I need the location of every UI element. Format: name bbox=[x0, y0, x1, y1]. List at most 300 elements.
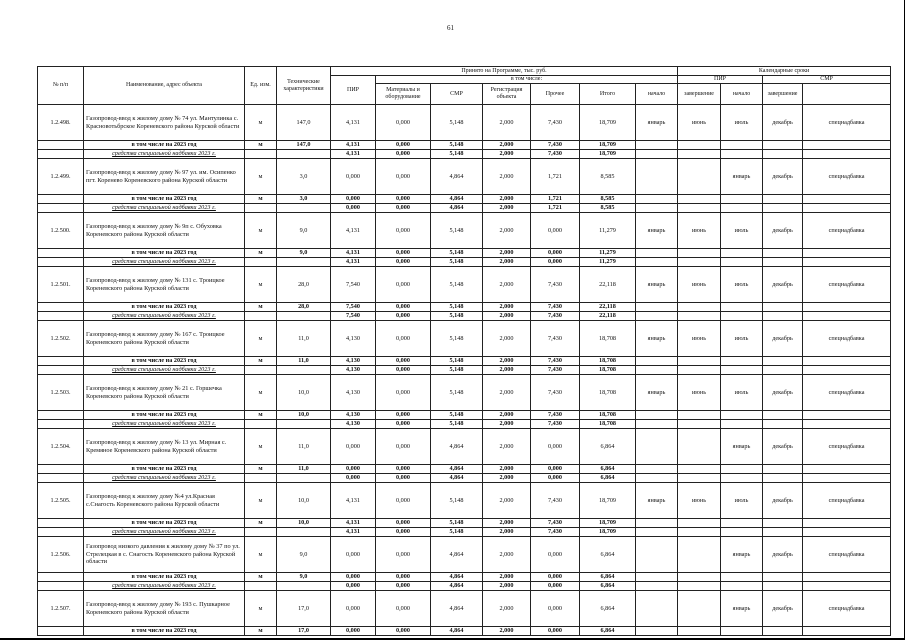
row-num: 1.2.503. bbox=[38, 375, 84, 411]
row-other: 7,430 bbox=[531, 105, 580, 141]
source-empty bbox=[245, 312, 277, 321]
table-row bbox=[38, 105, 891, 141]
subtotal-row bbox=[38, 465, 891, 474]
subtotal-spacer bbox=[38, 411, 84, 420]
subtotal-label: в том числе на 2023 год bbox=[84, 411, 245, 420]
subtotal-empty bbox=[678, 573, 721, 582]
subtotal-reg: 2,000 bbox=[483, 519, 531, 528]
row-other: 0,000 bbox=[531, 429, 580, 465]
source-smr: 5,148 bbox=[431, 312, 483, 321]
subtotal-spacer bbox=[38, 249, 84, 258]
row-end-smr: декабрь bbox=[763, 483, 803, 519]
subtotal-mat: 0,000 bbox=[376, 141, 431, 150]
subtotal-empty bbox=[678, 627, 721, 636]
source-row bbox=[38, 366, 891, 375]
row-pir: 4,130 bbox=[331, 375, 376, 411]
row-total: 18,708 bbox=[580, 375, 636, 411]
subtotal-empty bbox=[803, 195, 891, 204]
subtotal-empty bbox=[763, 141, 803, 150]
subtotal-smr: 4,864 bbox=[431, 465, 483, 474]
row-start-pir: январь bbox=[636, 321, 678, 357]
row-financing: спецнадбавка bbox=[803, 213, 891, 249]
subtotal-empty bbox=[803, 627, 891, 636]
source-label: средства специальной надбавки 2023 г. bbox=[84, 366, 245, 375]
subtotal-row bbox=[38, 303, 891, 312]
source-spacer bbox=[38, 150, 84, 159]
source-mat: 0,000 bbox=[376, 204, 431, 213]
header-reg: Регистрация объекта bbox=[483, 84, 531, 105]
row-reg: 2,000 bbox=[483, 429, 531, 465]
header-materials: Материалы и оборудование bbox=[376, 84, 431, 105]
subtotal-reg: 2,000 bbox=[483, 303, 531, 312]
source-empty bbox=[277, 528, 331, 537]
source-empty bbox=[245, 474, 277, 483]
subtotal-mat: 0,000 bbox=[376, 519, 431, 528]
source-total: 18,709 bbox=[580, 528, 636, 537]
source-empty bbox=[763, 528, 803, 537]
subtotal-reg: 2,000 bbox=[483, 411, 531, 420]
subtotal-empty bbox=[803, 249, 891, 258]
subtotal-unit: м bbox=[245, 519, 277, 528]
row-materials: 0,000 bbox=[376, 429, 431, 465]
subtotal-empty bbox=[803, 573, 891, 582]
source-other: 0,000 bbox=[531, 582, 580, 591]
source-pir: 4,131 bbox=[331, 258, 376, 267]
subtotal-reg: 2,000 bbox=[483, 249, 531, 258]
row-total: 18,709 bbox=[580, 483, 636, 519]
header-total: Итого bbox=[580, 84, 636, 105]
subtotal-label: в том числе на 2023 год bbox=[84, 627, 245, 636]
subtotal-empty bbox=[636, 465, 678, 474]
row-tech: 11,0 bbox=[277, 429, 331, 465]
subtotal-mat: 0,000 bbox=[376, 465, 431, 474]
source-total: 18,708 bbox=[580, 366, 636, 375]
row-start-smr: январь bbox=[721, 159, 763, 195]
row-tech: 17,0 bbox=[277, 591, 331, 627]
subtotal-label: в том числе на 2023 год bbox=[84, 195, 245, 204]
header-program: Принято на Программе, тыс. руб. bbox=[331, 67, 678, 76]
source-empty bbox=[803, 420, 891, 429]
source-pir: 4,131 bbox=[331, 528, 376, 537]
table-row bbox=[38, 267, 891, 303]
subtotal-empty bbox=[763, 519, 803, 528]
source-empty bbox=[245, 420, 277, 429]
row-reg: 2,000 bbox=[483, 213, 531, 249]
row-end-pir bbox=[678, 591, 721, 627]
source-smr: 4,864 bbox=[431, 204, 483, 213]
subtotal-unit: м bbox=[245, 411, 277, 420]
row-materials: 0,000 bbox=[376, 213, 431, 249]
subtotal-reg: 2,000 bbox=[483, 627, 531, 636]
source-empty bbox=[803, 474, 891, 483]
source-empty bbox=[803, 204, 891, 213]
row-other: 7,430 bbox=[531, 375, 580, 411]
row-end-smr: декабрь bbox=[763, 375, 803, 411]
source-spacer bbox=[38, 258, 84, 267]
subtotal-tech: 9,0 bbox=[277, 249, 331, 258]
subtotal-smr: 5,148 bbox=[431, 411, 483, 420]
source-empty bbox=[763, 582, 803, 591]
source-empty bbox=[721, 474, 763, 483]
source-mat: 0,000 bbox=[376, 150, 431, 159]
source-reg: 2,000 bbox=[483, 528, 531, 537]
source-other: 7,430 bbox=[531, 420, 580, 429]
row-start-smr: январь bbox=[721, 591, 763, 627]
row-materials: 0,000 bbox=[376, 321, 431, 357]
source-other: 7,430 bbox=[531, 366, 580, 375]
subtotal-pir: 7,540 bbox=[331, 303, 376, 312]
subtotal-other: 0,000 bbox=[531, 465, 580, 474]
subtotal-row bbox=[38, 357, 891, 366]
source-other: 7,430 bbox=[531, 150, 580, 159]
source-mat: 0,000 bbox=[376, 528, 431, 537]
row-unit: м bbox=[245, 159, 277, 195]
row-start-smr: июль bbox=[721, 267, 763, 303]
table-row bbox=[38, 591, 891, 627]
subtotal-smr: 5,148 bbox=[431, 249, 483, 258]
row-reg: 2,000 bbox=[483, 591, 531, 627]
row-reg: 2,000 bbox=[483, 159, 531, 195]
source-other: 0,000 bbox=[531, 258, 580, 267]
subtotal-mat: 0,000 bbox=[376, 627, 431, 636]
source-empty bbox=[678, 582, 721, 591]
table-row bbox=[38, 537, 891, 573]
subtotal-spacer bbox=[38, 519, 84, 528]
source-empty bbox=[678, 258, 721, 267]
row-smr: 4,864 bbox=[431, 537, 483, 573]
row-start-pir bbox=[636, 537, 678, 573]
source-total: 11,279 bbox=[580, 258, 636, 267]
row-name: Газопровод-ввод к жилому дому № 74 ул. Мантулинка с. Красновотьбрское Кореневского района Курской области bbox=[84, 105, 245, 141]
row-start-pir: январь bbox=[636, 483, 678, 519]
subtotal-other: 0,000 bbox=[531, 627, 580, 636]
source-empty bbox=[678, 204, 721, 213]
subtotal-empty bbox=[803, 411, 891, 420]
subtotal-other: 7,430 bbox=[531, 357, 580, 366]
row-smr: 5,148 bbox=[431, 321, 483, 357]
source-empty bbox=[678, 420, 721, 429]
source-empty bbox=[678, 474, 721, 483]
source-empty bbox=[803, 150, 891, 159]
row-name: Газопровод-ввод к жилому дому № 131 с. Троицкое Кореневского района Курской области bbox=[84, 267, 245, 303]
source-empty bbox=[678, 366, 721, 375]
row-materials: 0,000 bbox=[376, 591, 431, 627]
row-pir: 0,000 bbox=[331, 159, 376, 195]
subtotal-tech: 28,0 bbox=[277, 303, 331, 312]
row-tech: 3,0 bbox=[277, 159, 331, 195]
source-empty bbox=[763, 204, 803, 213]
source-label: средства специальной надбавки 2023 г. bbox=[84, 150, 245, 159]
subtotal-other: 0,000 bbox=[531, 573, 580, 582]
subtotal-empty bbox=[803, 465, 891, 474]
source-pir: 7,540 bbox=[331, 312, 376, 321]
source-mat: 0,000 bbox=[376, 474, 431, 483]
source-empty bbox=[763, 150, 803, 159]
source-empty bbox=[636, 312, 678, 321]
row-unit: м bbox=[245, 105, 277, 141]
row-total: 11,279 bbox=[580, 213, 636, 249]
source-smr: 5,148 bbox=[431, 420, 483, 429]
row-name: Газопровод-ввод к жилому дому № 21 с. Горшечка Кореневского района Курской области bbox=[84, 375, 245, 411]
subtotal-other: 7,430 bbox=[531, 519, 580, 528]
row-start-smr: январь bbox=[721, 429, 763, 465]
subtotal-empty bbox=[636, 519, 678, 528]
header-unit: Ед. изм. bbox=[245, 67, 277, 105]
row-tech: 11,0 bbox=[277, 321, 331, 357]
source-empty bbox=[245, 150, 277, 159]
source-reg: 2,000 bbox=[483, 258, 531, 267]
source-empty bbox=[245, 366, 277, 375]
subtotal-unit: м bbox=[245, 357, 277, 366]
subtotal-empty bbox=[721, 303, 763, 312]
source-row bbox=[38, 582, 891, 591]
row-start-smr: июль bbox=[721, 375, 763, 411]
subtotal-unit: м bbox=[245, 573, 277, 582]
subtotal-empty bbox=[803, 141, 891, 150]
subtotal-pir: 0,000 bbox=[331, 573, 376, 582]
row-financing: спецнадбавка bbox=[803, 483, 891, 519]
row-other: 0,000 bbox=[531, 537, 580, 573]
source-label: средства специальной надбавки 2023 г. bbox=[84, 420, 245, 429]
row-financing: спецнадбавка bbox=[803, 591, 891, 627]
row-tech: 28,0 bbox=[277, 267, 331, 303]
source-empty bbox=[678, 528, 721, 537]
source-total: 6,864 bbox=[580, 582, 636, 591]
table-row bbox=[38, 429, 891, 465]
subtotal-unit: м bbox=[245, 303, 277, 312]
row-end-smr: декабрь bbox=[763, 213, 803, 249]
row-num: 1.2.504. bbox=[38, 429, 84, 465]
subtotal-label: в том числе на 2023 год bbox=[84, 573, 245, 582]
source-reg: 2,000 bbox=[483, 312, 531, 321]
source-empty bbox=[763, 312, 803, 321]
subtotal-pir: 4,130 bbox=[331, 411, 376, 420]
subtotal-empty bbox=[721, 573, 763, 582]
source-empty bbox=[277, 474, 331, 483]
row-end-smr: декабрь bbox=[763, 537, 803, 573]
row-unit: м bbox=[245, 321, 277, 357]
subtotal-empty bbox=[678, 465, 721, 474]
source-other: 0,000 bbox=[531, 474, 580, 483]
row-reg: 2,000 bbox=[483, 375, 531, 411]
source-empty bbox=[245, 204, 277, 213]
subtotal-tech: 10,0 bbox=[277, 411, 331, 420]
source-other: 7,430 bbox=[531, 528, 580, 537]
source-reg: 2,000 bbox=[483, 366, 531, 375]
header-name: Наименование, адрес объекта bbox=[84, 67, 245, 105]
row-unit: м bbox=[245, 213, 277, 249]
subtotal-empty bbox=[678, 141, 721, 150]
source-spacer bbox=[38, 204, 84, 213]
subtotal-smr: 5,148 bbox=[431, 357, 483, 366]
row-start-smr: июль bbox=[721, 483, 763, 519]
source-empty bbox=[678, 150, 721, 159]
subtotal-unit: м bbox=[245, 195, 277, 204]
header-other: Прочее bbox=[531, 84, 580, 105]
row-financing: спецнадбавка bbox=[803, 429, 891, 465]
subtotal-reg: 2,000 bbox=[483, 357, 531, 366]
subtotal-row bbox=[38, 141, 891, 150]
source-spacer bbox=[38, 582, 84, 591]
subtotal-mat: 0,000 bbox=[376, 411, 431, 420]
source-reg: 2,000 bbox=[483, 582, 531, 591]
subtotal-spacer bbox=[38, 357, 84, 366]
row-smr: 5,148 bbox=[431, 213, 483, 249]
subtotal-empty bbox=[721, 411, 763, 420]
row-tech: 9,0 bbox=[277, 213, 331, 249]
row-name: Газопровод-ввод к жилому дому № 9п с. Обуховка Кореневского района Курской области bbox=[84, 213, 245, 249]
subtotal-empty bbox=[636, 195, 678, 204]
row-end-smr: декабрь bbox=[763, 429, 803, 465]
source-empty bbox=[277, 366, 331, 375]
subtotal-tech: 3,0 bbox=[277, 195, 331, 204]
row-start-pir: январь bbox=[636, 105, 678, 141]
source-empty bbox=[636, 204, 678, 213]
source-label: средства специальной надбавки 2023 г. bbox=[84, 258, 245, 267]
row-smr: 5,148 bbox=[431, 375, 483, 411]
subtotal-mat: 0,000 bbox=[376, 357, 431, 366]
subtotal-empty bbox=[763, 357, 803, 366]
source-empty bbox=[763, 366, 803, 375]
row-pir: 7,540 bbox=[331, 267, 376, 303]
row-total: 8,585 bbox=[580, 159, 636, 195]
source-reg: 2,000 bbox=[483, 474, 531, 483]
subtotal-unit: м bbox=[245, 627, 277, 636]
source-empty bbox=[636, 582, 678, 591]
subtotal-other: 7,430 bbox=[531, 303, 580, 312]
source-row bbox=[38, 420, 891, 429]
subtotal-unit: м bbox=[245, 465, 277, 474]
row-total: 6,864 bbox=[580, 591, 636, 627]
subtotal-total: 6,864 bbox=[580, 627, 636, 636]
row-name: Газопровод низкого давления к жилому дому № 37 по ул. Стрелецкая в с. Снагость Кореневского района Курской области bbox=[84, 537, 245, 573]
row-start-smr: июль bbox=[721, 321, 763, 357]
row-tech: 10,0 bbox=[277, 483, 331, 519]
row-pir: 4,131 bbox=[331, 105, 376, 141]
source-pir: 0,000 bbox=[331, 204, 376, 213]
subtotal-total: 8,585 bbox=[580, 195, 636, 204]
row-total: 18,709 bbox=[580, 105, 636, 141]
subtotal-empty bbox=[763, 195, 803, 204]
row-end-smr: декабрь bbox=[763, 105, 803, 141]
source-empty bbox=[803, 258, 891, 267]
row-start-pir: январь bbox=[636, 267, 678, 303]
row-smr: 5,148 bbox=[431, 483, 483, 519]
row-num: 1.2.499. bbox=[38, 159, 84, 195]
row-pir: 4,130 bbox=[331, 321, 376, 357]
source-row bbox=[38, 312, 891, 321]
source-empty bbox=[678, 312, 721, 321]
source-label: средства специальной надбавки 2023 г. bbox=[84, 204, 245, 213]
subtotal-empty bbox=[636, 411, 678, 420]
source-mat: 0,000 bbox=[376, 366, 431, 375]
source-smr: 5,148 bbox=[431, 366, 483, 375]
subtotal-row bbox=[38, 195, 891, 204]
row-other: 0,000 bbox=[531, 213, 580, 249]
subtotal-smr: 4,864 bbox=[431, 573, 483, 582]
row-total: 22,118 bbox=[580, 267, 636, 303]
subtotal-empty bbox=[636, 249, 678, 258]
row-materials: 0,000 bbox=[376, 537, 431, 573]
source-pir: 0,000 bbox=[331, 582, 376, 591]
header-tech: Технические характеристики bbox=[277, 67, 331, 105]
subtotal-tech: 11,0 bbox=[277, 357, 331, 366]
subtotal-label: в том числе на 2023 год bbox=[84, 357, 245, 366]
row-other: 0,000 bbox=[531, 591, 580, 627]
row-end-pir: июнь bbox=[678, 267, 721, 303]
subtotal-mat: 0,000 bbox=[376, 303, 431, 312]
row-num: 1.2.498. bbox=[38, 105, 84, 141]
row-name: Газопровод-ввод к жилому дому №4 ул.Красная с.Снагость Кореневского района Курской области bbox=[84, 483, 245, 519]
row-start-smr: июль bbox=[721, 213, 763, 249]
row-other: 7,430 bbox=[531, 267, 580, 303]
subtotal-empty bbox=[636, 141, 678, 150]
row-num: 1.2.506. bbox=[38, 537, 84, 573]
row-tech: 10,0 bbox=[277, 375, 331, 411]
row-smr: 4,864 bbox=[431, 591, 483, 627]
row-end-smr: декабрь bbox=[763, 267, 803, 303]
row-pir: 0,000 bbox=[331, 429, 376, 465]
source-mat: 0,000 bbox=[376, 420, 431, 429]
subtotal-smr: 4,864 bbox=[431, 627, 483, 636]
subtotal-tech: 10,0 bbox=[277, 519, 331, 528]
row-other: 1,721 bbox=[531, 159, 580, 195]
subtotal-empty bbox=[636, 357, 678, 366]
source-label: средства специальной надбавки 2023 г. bbox=[84, 582, 245, 591]
subtotal-total: 22,118 bbox=[580, 303, 636, 312]
row-end-pir: июнь bbox=[678, 105, 721, 141]
row-name: Газопровод-ввод к жилому дому № 193 с. Пушкарное Кореневского района Курской области bbox=[84, 591, 245, 627]
source-total: 18,708 bbox=[580, 420, 636, 429]
subtotal-empty bbox=[678, 195, 721, 204]
row-financing: спецнадбавка bbox=[803, 105, 891, 141]
source-empty bbox=[277, 420, 331, 429]
source-row bbox=[38, 150, 891, 159]
subtotal-empty bbox=[721, 195, 763, 204]
subtotal-empty bbox=[721, 357, 763, 366]
source-empty bbox=[277, 204, 331, 213]
source-label: средства специальной надбавки 2023 г. bbox=[84, 474, 245, 483]
page-number: 61 bbox=[447, 24, 454, 32]
subtotal-mat: 0,000 bbox=[376, 249, 431, 258]
subtotal-total: 18,708 bbox=[580, 411, 636, 420]
row-materials: 0,000 bbox=[376, 267, 431, 303]
subtotal-label: в том числе на 2023 год bbox=[84, 465, 245, 474]
subtotal-empty bbox=[678, 519, 721, 528]
row-total: 6,864 bbox=[580, 429, 636, 465]
source-empty bbox=[721, 420, 763, 429]
row-end-pir bbox=[678, 537, 721, 573]
subtotal-pir: 0,000 bbox=[331, 465, 376, 474]
subtotal-empty bbox=[763, 249, 803, 258]
row-pir: 4,131 bbox=[331, 483, 376, 519]
source-empty bbox=[721, 312, 763, 321]
row-other: 7,430 bbox=[531, 321, 580, 357]
source-empty bbox=[721, 582, 763, 591]
source-pir: 0,000 bbox=[331, 474, 376, 483]
source-spacer bbox=[38, 474, 84, 483]
source-empty bbox=[636, 258, 678, 267]
source-label: средства специальной надбавки 2023 г. bbox=[84, 528, 245, 537]
header-smr: СМР bbox=[431, 84, 483, 105]
subtotal-row bbox=[38, 519, 891, 528]
subtotal-pir: 0,000 bbox=[331, 627, 376, 636]
subtotal-total: 18,709 bbox=[580, 141, 636, 150]
row-end-pir: июнь bbox=[678, 375, 721, 411]
subtotal-mat: 0,000 bbox=[376, 573, 431, 582]
row-pir: 4,131 bbox=[331, 213, 376, 249]
source-empty bbox=[803, 366, 891, 375]
